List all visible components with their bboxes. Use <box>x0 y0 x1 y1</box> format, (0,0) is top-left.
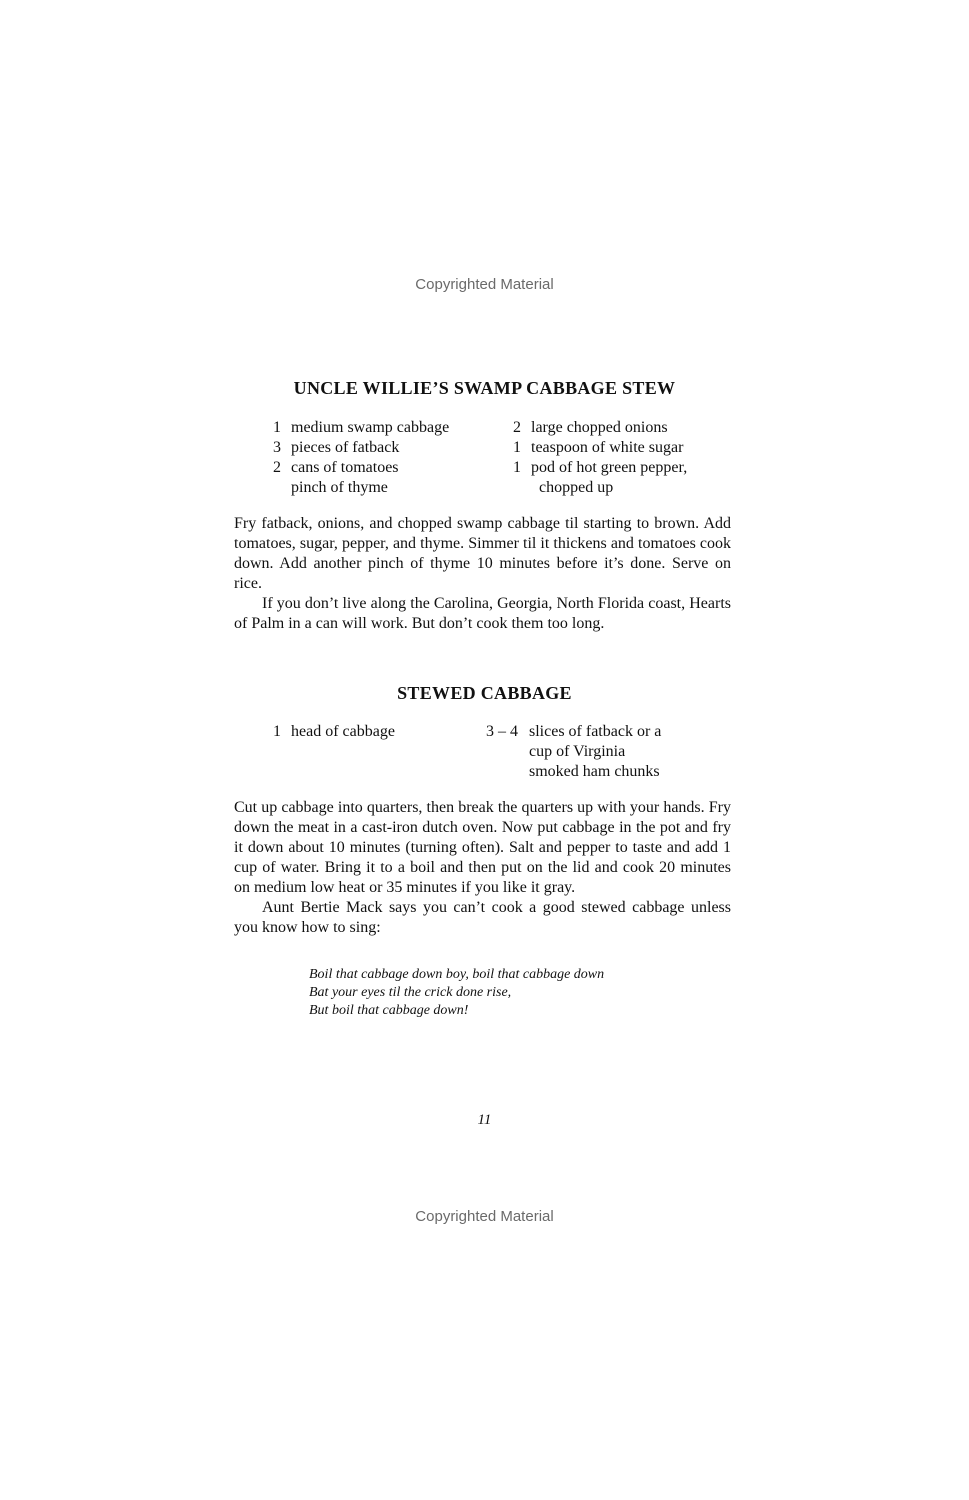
recipe-title-stewed-cabbage: STEWED CABBAGE <box>397 683 572 703</box>
ingredient-text: head of cabbage <box>291 723 395 740</box>
recipe2-directions <box>234 798 731 938</box>
recipe1-directions <box>234 514 731 634</box>
ingredient-item <box>273 418 449 438</box>
song-line: But boil that cabbage down! <box>309 1003 469 1018</box>
ingredient-item <box>273 722 395 742</box>
ingredient-item <box>513 438 687 458</box>
ingredient-qty: 1 <box>513 439 521 456</box>
ingredient-text: pod of hot green pepper, <box>531 459 688 476</box>
ingredient-text: cup of Virginia <box>529 743 626 760</box>
ingredient-item <box>486 762 661 782</box>
directions-paragraph: Aunt Bertie Mack says you can’t cook a good stewed cabbage unless you know how to sing: <box>234 899 731 936</box>
recipe-title-swamp-cabbage-stew: UNCLE WILLIE’S SWAMP CABBAGE STEW <box>293 378 676 398</box>
copyright-watermark-top: Copyrighted Material <box>415 276 554 293</box>
ingredients-list-left <box>273 418 449 498</box>
ingredient-item <box>513 478 687 498</box>
ingredient-qty: 3 <box>273 439 281 456</box>
copyright-watermark-bottom: Copyrighted Material <box>415 1208 554 1225</box>
ingredient-text: smoked ham chunks <box>529 763 660 780</box>
ingredient-qty: 1 <box>513 459 521 476</box>
ingredient-text: chopped up <box>539 479 614 496</box>
song-verse <box>309 966 604 1020</box>
ingredients-list-right <box>513 418 687 498</box>
ingredient-item <box>273 458 449 478</box>
song-line: Boil that cabbage down boy, boil that cabbage down <box>309 967 605 982</box>
page-number: 11 <box>477 1112 492 1128</box>
directions-paragraph: Fry fatback, onions, and chopped swamp cabbage til starting to brown. Add tomatoes, sugar, pepper, and thyme. Simmer til it thickens and tomatoes cook down. Add another pinch of thyme 10 minutes before it’s done. Serve on rice. <box>234 515 731 592</box>
ingredients-list-right <box>486 722 661 782</box>
ingredient-qty: 2 <box>273 459 281 476</box>
ingredient-text: pieces of fatback <box>291 439 400 456</box>
ingredient-qty: 1 <box>273 723 281 740</box>
ingredient-item <box>273 438 449 458</box>
ingredient-text: cans of tomatoes <box>291 459 399 476</box>
ingredient-qty: 2 <box>513 419 521 436</box>
directions-paragraph: Cut up cabbage into quarters, then break the quarters up with your hands. Fry down the meat in a cast-iron dutch oven. Now put cabbage in the pot and fry it down about 10 minutes (turning often). Salt and pepper to taste and add 1 cup of water. Bring it to a boil and then put on the lid and cook 20 minutes on medium low heat or 35 minutes if you like it gray. <box>234 799 731 896</box>
ingredient-item <box>486 742 661 762</box>
ingredient-text: teaspoon of white sugar <box>531 439 684 456</box>
ingredient-item <box>486 722 661 742</box>
ingredient-item <box>273 478 449 498</box>
ingredient-text: large chopped onions <box>531 419 668 436</box>
ingredients-list-left <box>273 722 395 742</box>
ingredient-qty: 3 – 4 <box>486 723 518 740</box>
song-line: Bat your eyes til the crick done rise, <box>309 985 512 1000</box>
ingredient-text: pinch of thyme <box>291 479 388 496</box>
ingredient-qty: 1 <box>273 419 281 436</box>
directions-paragraph: If you don’t live along the Carolina, Georgia, North Florida coast, Hearts of Palm in a can will work. But don’t cook them too long. <box>234 595 731 632</box>
ingredient-text: medium swamp cabbage <box>291 419 450 436</box>
ingredient-item <box>513 458 687 478</box>
ingredient-text: slices of fatback or a <box>529 723 662 740</box>
ingredient-item <box>513 418 687 438</box>
